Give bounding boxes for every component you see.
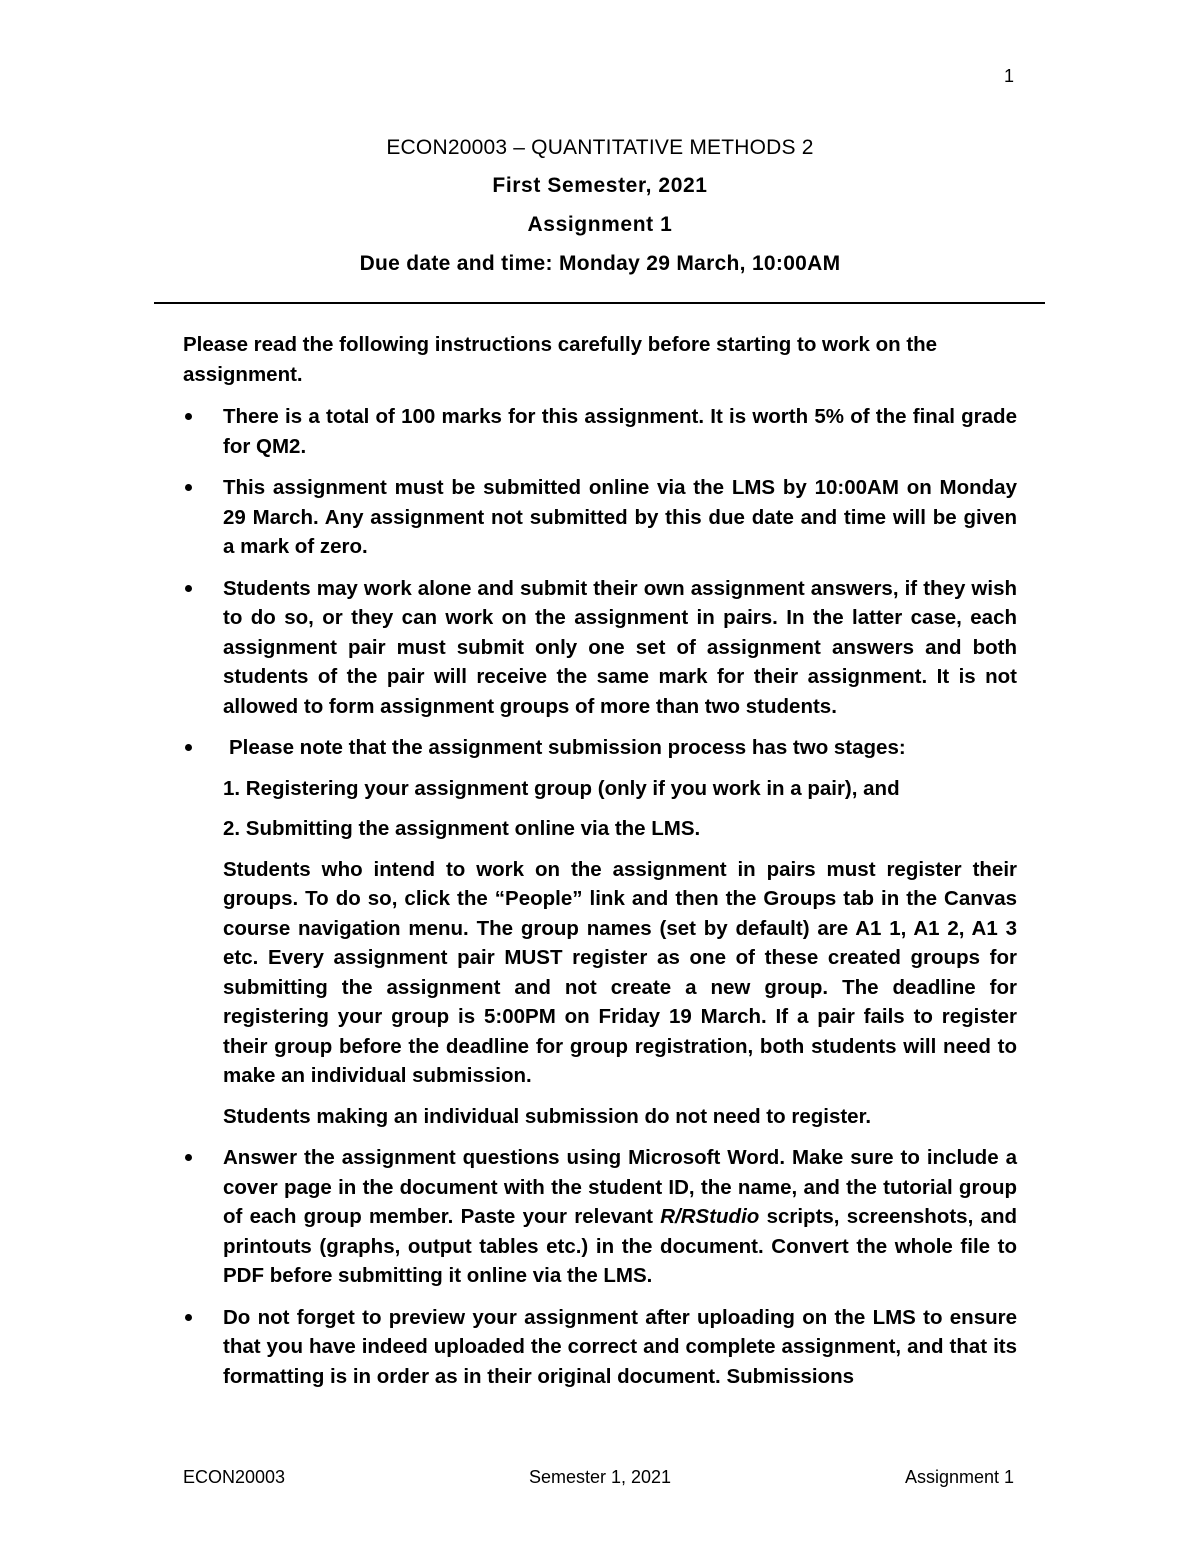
individual-submission-note: Students making an individual submission do not need to register. <box>223 1104 872 1128</box>
word-format-text-end: scripts, screenshots, and printouts (graphs, output tables etc.) in the document. Convert the whole file to PDF before submitting it online via the LMS. <box>223 1205 1017 1287</box>
submission-process-lead: Please note that the assignment submission process has two stages: <box>229 736 906 759</box>
intro-paragraph: Please read the following instructions carefully before starting to work on the assignment. <box>183 333 938 386</box>
footer-semester: Semester 1, 2021 <box>528 1467 672 1487</box>
submission-step-2: 2. Submitting the assignment online via the LMS. <box>223 817 701 840</box>
list-item-marks: There is a total of 100 marks for this assignment. It is worth 5% of the final grade for QM2. <box>183 402 1017 461</box>
page-number: 1 <box>1003 66 1014 86</box>
list-item-pairs: Students may work alone and submit their own assignment answers, if they wish to do so, or they can work on the assignment in pairs. In the latter case, each assignment pair must submit only one set of assignment answers and both students of the pair will receive the same mark for their assignment. It is not allowed to form assignment groups of more than two students. <box>183 574 1017 722</box>
list-item-word-format <box>183 1143 1017 1291</box>
instructions-list <box>183 402 1017 1391</box>
list-item-submission-process <box>183 733 1017 1131</box>
list-item-submission-deadline: This assignment must be submitted online via the LMS by 10:00AM on Monday 29 March. Any assignment not submitted by this due date and time will be given a mark of zero. <box>183 473 1017 562</box>
footer-assignment: Assignment 1 <box>904 1467 1014 1487</box>
word-format-text-start: Answer the assignment questions using Microsoft Word. Make sure to include a cover page in the document with the student ID, the name, and the tutorial group of each group member. Paste your relevant <box>223 1146 1017 1228</box>
submission-step-1: 1. Registering your assignment group (only if you work in a pair), and <box>223 776 900 800</box>
footer-course-code: ECON20003 <box>183 1467 286 1487</box>
software-name: R/RStudio <box>660 1205 760 1228</box>
group-registration-paragraph: Students who intend to work on the assignment in pairs must register their groups. To do so, click the “People” link and then the Groups tab in the Canvas course navigation menu. The group names (set by default) are A1 1, A1 2, A1 3 etc. Every assignment pair MUST register as one of these created groups for submitting the assignment and not create a new group. The deadline for registering your group is 5:00PM on Friday 19 March. If a pair fails to register their group before the deadline for group registration, both students will need to make an individual submission. <box>223 857 1017 1087</box>
instructions-body <box>183 330 1017 1403</box>
due-date-heading: Due date and time: Monday 29 March, 10:00AM <box>359 252 841 275</box>
header-divider <box>154 302 1045 304</box>
semester-heading: First Semester, 2021 <box>492 174 708 197</box>
course-title: ECON20003 – QUANTITATIVE METHODS 2 <box>386 136 814 159</box>
list-item-preview: Do not forget to preview your assignment after uploading on the LMS to ensure that you have indeed uploaded the correct and complete assignment, and that its formatting is in order as in their original document. Submissions <box>183 1303 1017 1392</box>
assignment-heading: Assignment 1 <box>527 213 673 236</box>
